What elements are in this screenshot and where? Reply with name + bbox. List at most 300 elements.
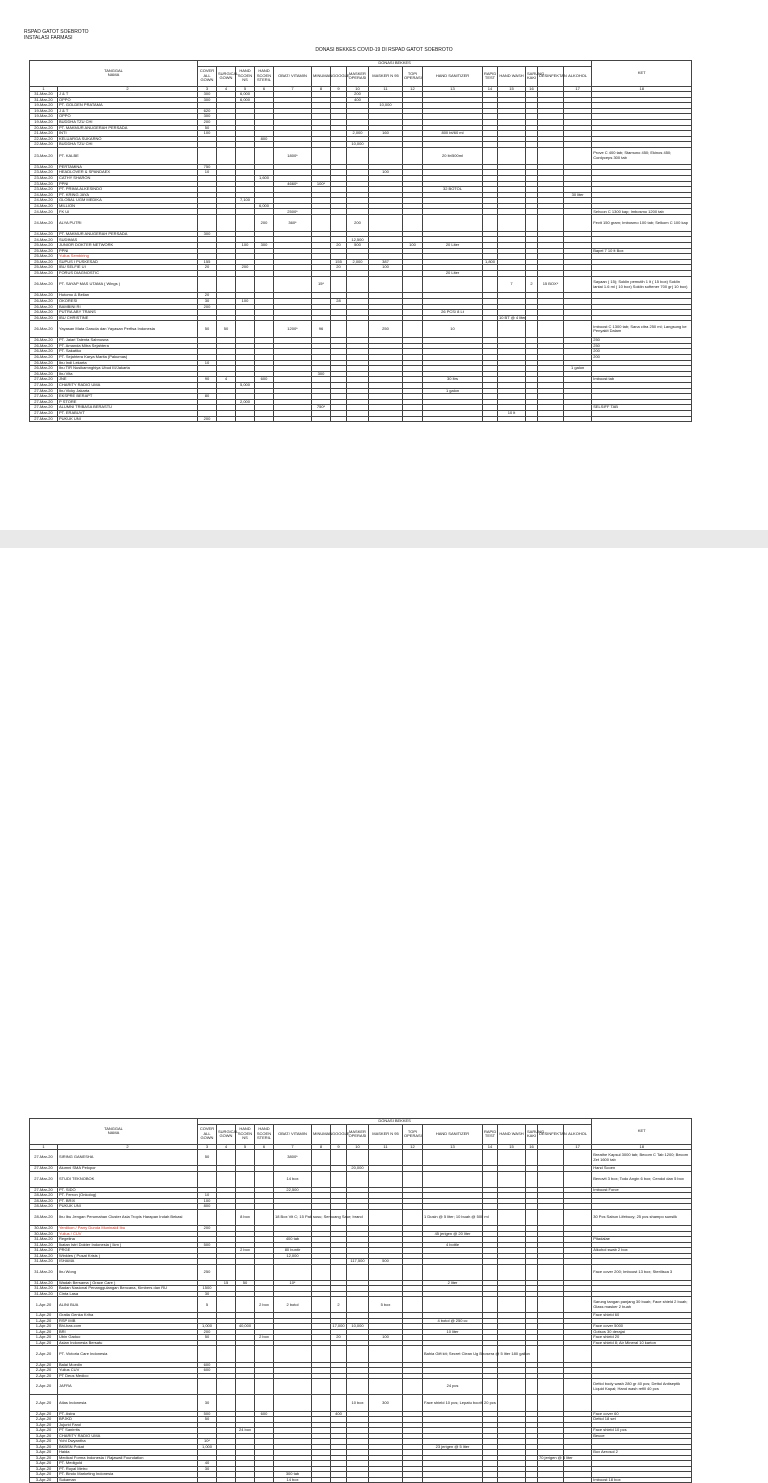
cell-date: 31-Mar-20 [30, 1280, 58, 1286]
cell-donor-name: PT. Royal Metro [58, 1466, 198, 1472]
column-index: 9 [331, 86, 347, 92]
cell-date: 26-Mar-20 [30, 366, 58, 372]
cell-quantity: 20,000 [347, 1166, 369, 1172]
cell-date: 2-Apr-20 [30, 1417, 58, 1423]
column-index: 1 [30, 1144, 58, 1150]
column-header: DESINFEKTAN [538, 66, 564, 86]
cell-date: 27-Mar-20 [30, 388, 58, 394]
cell-quantity [538, 1171, 564, 1187]
cell-quantity: 600 [255, 1411, 274, 1417]
cell-quantity: 387 [369, 259, 403, 265]
cell-quantity: 200 [255, 215, 274, 232]
cell-donor-name: PT. Sakatiko [58, 349, 198, 355]
document-title: DONASI BEKKES COVID-19 DI RSPAD GATOT SOEBROTO [315, 47, 453, 53]
cell-quantity: 20 [198, 265, 217, 271]
column-header: MASKER N 95 [369, 1124, 403, 1144]
cell-date: 31-Mar-20 [30, 1291, 58, 1297]
column-header: MASKER N 95 [369, 66, 403, 86]
cell-date: 24-Mar-20 [30, 198, 58, 204]
cell-quantity [255, 416, 274, 422]
cell-donor-name: ALYA PUTRI [58, 215, 198, 232]
cell-quantity: 2500* [274, 209, 312, 215]
cell-donor-name: PT. GOLDEN PRATAMA [58, 103, 198, 109]
column-index: 2 [58, 86, 198, 92]
cell-date: 31-Mar-20 [30, 92, 58, 98]
cell-quantity [312, 1264, 331, 1280]
cell-quantity: 10 [198, 1193, 217, 1199]
cell-quantity [331, 1171, 347, 1187]
cell-quantity [498, 1379, 526, 1395]
cell-date: 24-Mar-20 [30, 192, 58, 198]
cell-quantity [538, 1297, 564, 1313]
cell-date: 19-Mar-20 [30, 108, 58, 114]
cell-quantity [564, 1150, 592, 1166]
cell-quantity [236, 276, 255, 293]
cell-donor-name: BUDDHA TZU CHI [58, 142, 198, 148]
cell-quantity [538, 147, 564, 164]
cell-quantity: 800 [198, 1204, 217, 1210]
cell-donor-name: Alumni SMA Pelopor [58, 1166, 198, 1172]
cell-donor-name: OKORESI [58, 299, 198, 305]
ket-header-spacer: KET [592, 1119, 692, 1145]
column-header: MINUMAN [312, 1124, 331, 1144]
cell-quantity [331, 1477, 347, 1483]
cell-quantity: 15* [312, 276, 331, 293]
cell-date: 23-Mar-20 [30, 175, 58, 181]
cell-quantity: 155 [331, 259, 347, 265]
cell-remarks [592, 416, 692, 422]
cell-quantity: 30 [198, 299, 217, 305]
cell-quantity [198, 1171, 217, 1187]
column-header: GOOGLE [331, 66, 347, 86]
cell-remarks [592, 1395, 692, 1411]
cell-remarks: Alkohol swab 2 box [592, 1248, 692, 1254]
cell-date: 2-Apr-20 [30, 1411, 58, 1417]
cell-donor-name: FORUS DIAGNOSTIC [58, 271, 198, 277]
cell-quantity: 600 [198, 1362, 217, 1368]
cell-quantity [403, 1209, 423, 1225]
cell-donor-name: Ikatan Istri Dokter Indonesia ( Ikm ) [58, 1242, 198, 1248]
cell-quantity: 2,000 [236, 399, 255, 405]
cell-quantity: 50 [198, 1417, 217, 1423]
cell-quantity: 200 [347, 92, 369, 98]
column-header: DESINFEKTAN [538, 1124, 564, 1144]
cell-donor-name: PT. ERABUVT [58, 410, 198, 416]
cell-quantity [564, 147, 592, 164]
cell-quantity [198, 276, 217, 293]
cell-quantity: 200 [198, 304, 217, 310]
table-row [30, 321, 692, 338]
cell-date: 31-Mar-20 [30, 1242, 58, 1248]
cell-date: 3-Apr-20 [30, 1455, 58, 1461]
cell-date: 31-Mar-20 [30, 97, 58, 103]
cell-quantity: 10,000 [347, 142, 369, 148]
cell-donor-name: Atlas Indonesia [58, 1395, 198, 1411]
column-header: ALKOHOL [564, 66, 592, 86]
cell-donor-name: PT. Astra [58, 1411, 198, 1417]
cell-quantity [236, 215, 255, 232]
cell-quantity [564, 215, 592, 232]
cell-quantity [483, 215, 498, 232]
cell-quantity [255, 276, 274, 293]
cell-remarks: Imboost Force [592, 1187, 692, 1193]
cell-quantity: 800 [255, 136, 274, 142]
ket-header-spacer: KET [592, 61, 692, 87]
cell-quantity [483, 1477, 498, 1483]
cell-date: 31-Mar-20 [30, 1259, 58, 1265]
cell-quantity: 5 box [369, 1297, 403, 1313]
cell-quantity [217, 147, 236, 164]
nama-header: NAMA [107, 1130, 120, 1136]
cell-quantity [403, 1379, 423, 1395]
cell-quantity [331, 1264, 347, 1280]
cell-date: 25-Mar-20 [30, 248, 58, 254]
cell-donor-name: PT. PRIMA ALKESINDO [58, 187, 198, 193]
cell-quantity [423, 1150, 483, 1166]
column-header: COVER ALL GOWN [198, 66, 217, 86]
cell-quantity [274, 1264, 312, 1280]
cell-quantity [403, 1150, 423, 1166]
cell-date: 28-Mar-20 [30, 1204, 58, 1210]
cell-quantity [369, 276, 403, 293]
cell-donor-name: Medical Forma Indonesia / Rajawali Foundation [58, 1455, 198, 1461]
cell-quantity [255, 147, 274, 164]
cell-quantity [483, 147, 498, 164]
cell-quantity [255, 321, 274, 338]
cell-quantity [347, 1346, 369, 1362]
table-row [30, 1264, 692, 1280]
cell-donor-name: PPNI [58, 181, 198, 187]
cell-date: 2-Apr-20 [30, 1395, 58, 1411]
cell-quantity [538, 1379, 564, 1395]
table-row [30, 1346, 692, 1362]
cell-donor-name: PT. Medigold [58, 1461, 198, 1467]
column-index: 5 [236, 86, 255, 92]
cell-quantity: 300 [198, 231, 217, 237]
table-row [30, 215, 692, 232]
cell-quantity [526, 215, 538, 232]
column-header: HAND SCOEN NS [236, 1124, 255, 1144]
cell-quantity: 17,000 [332, 1323, 345, 1329]
cell-donor-name: PT. Victoria Care Indonesia [58, 1346, 198, 1362]
cell-date: 27-Mar-20 [30, 382, 58, 388]
cell-date: 27-Mar-20 [30, 377, 58, 383]
cell-donor-name: J & T [58, 108, 198, 114]
cell-remarks: Face shield 60 [592, 1313, 692, 1319]
cell-quantity: 45 jerigen @ 20 liter [423, 1231, 483, 1237]
cell-quantity [274, 276, 312, 293]
cell-quantity [526, 1209, 538, 1225]
cell-date: 23-Mar-20 [30, 181, 58, 187]
cell-date: 23-Mar-20 [30, 147, 58, 164]
cell-date: 24-Mar-20 [30, 203, 58, 209]
cell-quantity: 90 [198, 377, 217, 383]
cell-donor-name: Yerdikon / Parry Dunda Muninaldi Ibu [58, 1226, 198, 1232]
cell-donor-name: SUPUS I PUSKESAD [58, 259, 198, 265]
cell-remarks [592, 1346, 692, 1362]
cell-remarks: 200 [592, 349, 692, 355]
cell-donor-name: PT. Bindo Marketing Indonesia [58, 1472, 198, 1478]
cell-quantity: 12,500 [347, 237, 369, 243]
cell-date: 20-Mar-20 [30, 125, 58, 131]
cell-quantity [255, 1346, 274, 1362]
tanggal-header: TANGGAL [104, 67, 123, 73]
cell-quantity: 4 [217, 377, 236, 383]
cell-date: 27-Mar-20 [30, 394, 58, 400]
cell-quantity: 20 Liter [423, 243, 483, 249]
cell-quantity [347, 1477, 369, 1483]
cell-quantity: 1 galon [564, 366, 592, 372]
table-row [30, 416, 692, 422]
cell-date: 23-Mar-20 [30, 164, 58, 170]
cell-quantity [564, 1297, 592, 1313]
cell-quantity [483, 1264, 498, 1280]
cell-quantity [403, 321, 423, 338]
cell-date: 31-Mar-20 [30, 1286, 58, 1292]
cell-quantity [236, 1346, 255, 1362]
cell-remarks: Benovit 3 box; Todo Angin 6 box; Cendol dan 5 box [592, 1171, 692, 1187]
table-row [30, 1209, 692, 1225]
cell-quantity: 1,800 [483, 259, 498, 265]
column-header: HAND WASH [498, 1124, 526, 1144]
column-header: RAPID TEST [483, 66, 498, 86]
cell-quantity [198, 1346, 217, 1362]
cell-remarks: Prove C 400 tab; Stamuno 450; Ekinos 450; Cordyceps 300 tab [592, 147, 692, 164]
column-header: ALKOHOL [564, 1124, 592, 1144]
cell-quantity [331, 276, 347, 293]
cell-quantity [369, 1150, 403, 1166]
cell-quantity [347, 416, 369, 422]
cell-quantity: 20 Liter [423, 271, 483, 277]
cell-quantity [236, 1264, 255, 1280]
cell-date: 3-Apr-20 [30, 1422, 58, 1428]
cell-quantity [564, 1379, 592, 1395]
column-index: 12 [403, 1144, 423, 1150]
column-index: 9 [331, 1144, 347, 1150]
cell-quantity: 500 [347, 243, 369, 249]
cell-quantity: 4 botol @ 250 cc [423, 1318, 483, 1324]
cell-quantity [347, 1171, 369, 1187]
cell-quantity: 500 [198, 1242, 217, 1248]
cell-quantity [526, 1379, 538, 1395]
cell-donor-name: Balai Moedin [58, 1362, 198, 1368]
cell-quantity [198, 1379, 217, 1395]
cell-quantity [369, 147, 403, 164]
cell-quantity: 10 box [347, 1395, 369, 1411]
cell-date: 24-Mar-20 [30, 215, 58, 232]
cell-quantity: 10 BT @ 4 liter [499, 314, 526, 320]
cell-donor-name: SUDIMAS [58, 237, 198, 243]
cell-quantity [198, 215, 217, 232]
cell-quantity [403, 147, 423, 164]
cell-quantity: 117,500 [347, 1259, 369, 1265]
cell-quantity: 750* [312, 405, 331, 411]
table-row [30, 276, 692, 293]
column-header: HAND WASH [498, 66, 526, 86]
cell-remarks: Fevit 150 gram; Imbosmo 100 tab; Selkom C 100 kap [592, 215, 692, 232]
cell-donor-name: RSP IMB [58, 1318, 198, 1324]
organization-header [24, 29, 89, 41]
cell-date: 28-Mar-20 [30, 1193, 58, 1199]
cell-donor-name: PRGE [58, 1248, 198, 1254]
cell-quantity [236, 1297, 255, 1313]
column-index: 13 [423, 86, 483, 92]
cell-quantity: 200 [347, 215, 369, 232]
cell-quantity: 155 [198, 259, 217, 265]
cell-quantity: 15 [217, 1280, 236, 1286]
cell-date: 24-Mar-20 [30, 231, 58, 237]
cell-date: 26-Mar-20 [30, 321, 58, 338]
column-header: MASKER OPERASI [347, 1124, 369, 1144]
cell-quantity: 20 ltr/500ml [423, 147, 483, 164]
cell-quantity: 23 jerigen @ 5 liter [423, 1444, 483, 1450]
cell-date: 26-Mar-20 [30, 276, 58, 293]
cell-quantity [423, 1477, 483, 1483]
cell-donor-name: PT. KALBE [58, 147, 198, 164]
cell-quantity: 160 [369, 131, 403, 137]
cell-quantity: 1 galon [423, 388, 483, 394]
cell-quantity [312, 1395, 331, 1411]
column-index: 7 [274, 1144, 312, 1150]
cell-quantity: 1,000 [198, 1444, 217, 1450]
cell-quantity [483, 1297, 498, 1313]
cell-remarks: Face cover 60 [592, 1411, 692, 1417]
cell-date: 27-Mar-20 [30, 1187, 58, 1193]
cell-quantity [526, 1395, 538, 1411]
cell-donor-name: Haida [58, 1450, 198, 1456]
cell-date: 3-Apr-20 [30, 1461, 58, 1467]
cell-date: 26-Mar-20 [30, 338, 58, 344]
cell-quantity: 1500 [198, 1286, 217, 1292]
cell-quantity: 22,500 [274, 1187, 312, 1193]
group-header: DONASI BEKKES [198, 1119, 592, 1125]
cell-quantity [312, 1379, 331, 1395]
cell-quantity [423, 416, 483, 422]
cell-quantity: 32 BOTOL [423, 187, 483, 193]
cell-quantity: 300 [198, 92, 217, 98]
sheet-page-1 [0, 0, 768, 530]
cell-quantity: 24 pcs [423, 1379, 483, 1395]
cell-donor-name: GLOBAL UGM MEDIKA [58, 198, 198, 204]
cell-quantity [331, 1379, 347, 1395]
cell-donor-name: BRI [58, 1329, 198, 1335]
cell-quantity [423, 1297, 483, 1313]
cell-quantity [498, 1171, 526, 1187]
column-index: 18 [592, 1144, 692, 1150]
column-index: 11 [369, 1144, 403, 1150]
cell-date: 27-Mar-20 [30, 1150, 58, 1166]
cell-quantity [347, 321, 369, 338]
column-header: SARUNG KAKI [526, 66, 538, 86]
cell-donor-name: EKSPRE BERAPT [58, 394, 198, 400]
nama-header: NAMA [107, 72, 120, 78]
cell-date: 2-Apr-20 [30, 1368, 58, 1374]
cell-remarks: 30 Pcs Sabun Lifebuoy; 25 pcs shampo sunsilk [592, 1209, 692, 1225]
column-header: OBAT/ VITAMIN [274, 66, 312, 86]
cell-donor-name: PT. MAKMUR ANUGERAH PERSADA [58, 231, 198, 237]
cell-donor-name: Ubin Gaduo [58, 1335, 198, 1341]
cell-quantity: 10 liter [423, 1329, 483, 1335]
cell-quantity [255, 1171, 274, 1187]
cell-quantity [403, 276, 423, 293]
cell-quantity: 50 [236, 1280, 255, 1286]
cell-quantity: 200 [198, 119, 217, 125]
cell-quantity [236, 1171, 255, 1187]
cell-donor-name: PT. SIDO [58, 1187, 198, 1193]
column-header: HAND SANITIZER [423, 66, 483, 86]
group-header: DONASI BEKKES [198, 61, 592, 67]
cell-donor-name: PT. Sejahtera Karya Marita (Pakumas) [58, 354, 198, 360]
cell-quantity: 2 botol [274, 1297, 312, 1313]
cell-quantity [538, 215, 564, 232]
cell-quantity [347, 276, 369, 293]
cell-quantity [331, 1346, 347, 1362]
cell-quantity [369, 215, 403, 232]
column-index: 2 [58, 1144, 198, 1150]
org-name: RSPAD GATOT SOEBROTO [24, 29, 89, 35]
cell-quantity: 30 [198, 1291, 217, 1297]
cell-donor-name: PERTAMINA [58, 164, 198, 170]
cell-quantity: 300 [198, 114, 217, 120]
cell-quantity: 400 tab [274, 1237, 312, 1243]
cell-remarks: Gotsos 30 derajat [592, 1329, 692, 1335]
cell-quantity [483, 276, 498, 293]
cell-quantity: 1800* [274, 147, 312, 164]
cell-quantity: 80 buntir [274, 1248, 312, 1254]
column-header: MASKER OPERASI [347, 66, 369, 86]
cell-donor-name: Jujurid Farol [58, 1422, 198, 1428]
cell-quantity: 14 box [274, 1477, 312, 1483]
cell-date: 25-Mar-20 [30, 259, 58, 265]
cell-quantity [312, 147, 331, 164]
cell-donor-name: JUNIOR DOKTER NETWORK [58, 243, 198, 249]
cell-quantity [498, 1150, 526, 1166]
cell-donor-name: STUDI TEKNOBOK [58, 1171, 198, 1187]
cell-quantity: 5 [198, 1297, 217, 1313]
cell-quantity: 200 [236, 265, 255, 271]
cell-quantity: Face shield 10 pcs; Lepatu booth 20 pcs [423, 1395, 483, 1411]
cell-quantity [483, 1150, 498, 1166]
table-row [30, 1150, 692, 1166]
cell-quantity [538, 1264, 564, 1280]
cell-quantity: 300 tab [274, 1472, 312, 1478]
cell-quantity [403, 1346, 423, 1362]
cell-date: 25-Mar-20 [30, 254, 58, 260]
cell-donor-name: CHARITY RADIO UMA [58, 1433, 198, 1439]
cell-quantity [498, 321, 526, 338]
cell-date: 1-Apr-20 [30, 1335, 58, 1341]
cell-quantity: 50 [198, 125, 217, 131]
cell-date: 27-Mar-20 [30, 1166, 58, 1172]
cell-donor-name: Bhi-bas.com [58, 1324, 198, 1330]
cell-quantity [255, 1477, 274, 1483]
cell-quantity [198, 147, 217, 164]
cell-date: 24-Mar-20 [30, 209, 58, 215]
cell-quantity: 10* [274, 1280, 312, 1286]
cell-quantity [331, 1395, 347, 1411]
cell-donor-name: Regelina [58, 1237, 198, 1243]
table-row [30, 1297, 692, 1313]
cell-date: 26-Mar-20 [30, 315, 58, 321]
cell-quantity: 15 BOX* [538, 276, 564, 293]
cell-quantity [538, 1346, 564, 1362]
cell-quantity: 4660* [274, 181, 312, 187]
sheet-page-2 [0, 548, 768, 1482]
cell-date: 27-Mar-20 [30, 410, 58, 416]
column-index: 8 [312, 1144, 331, 1150]
cell-donor-name: PUKUK UNI [58, 1204, 198, 1210]
cell-quantity: 100 [198, 131, 217, 137]
